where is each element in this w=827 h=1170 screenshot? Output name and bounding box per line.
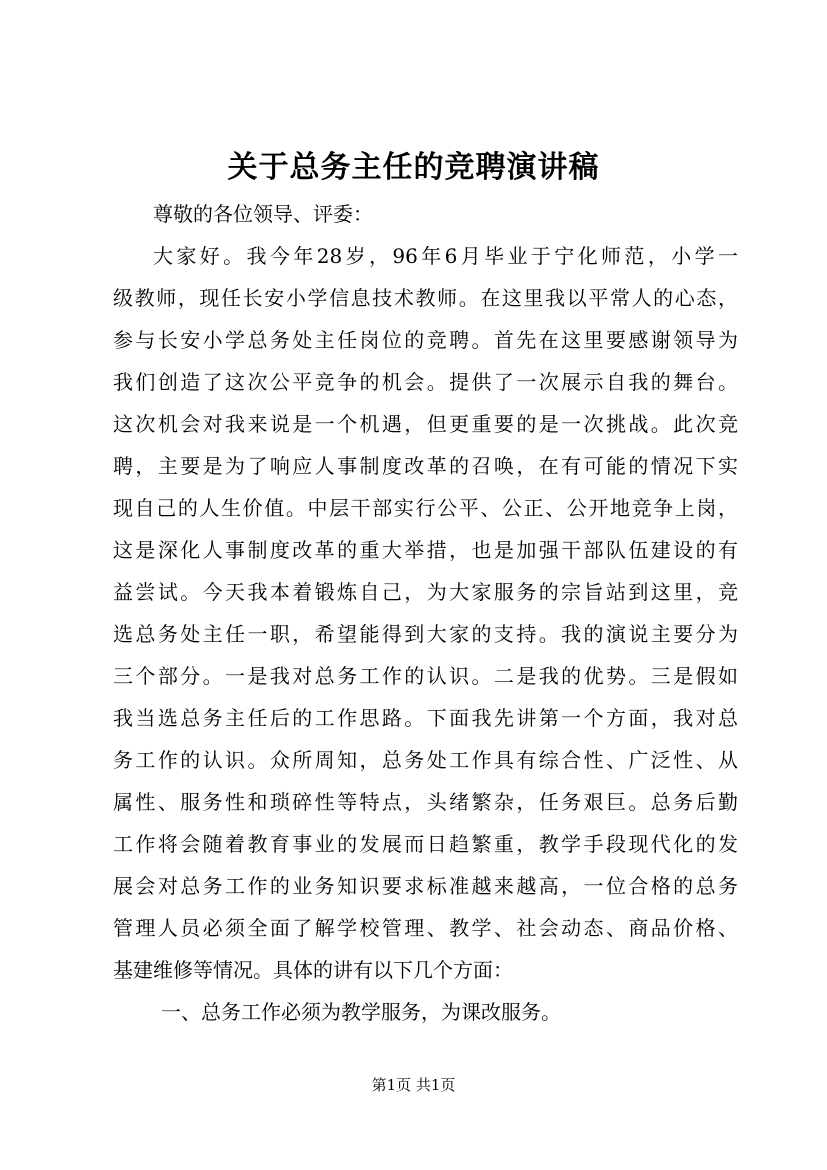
paragraph-line: 参与长安小学总务处主任岗位的竞聘。首先在这里要感谢领导为 <box>113 328 738 352</box>
paragraph-line: 务工作的认识。众所周知，总务处工作具有综合性、广泛性、从 <box>113 748 738 772</box>
page-number: 第1页 共1页 <box>371 1076 456 1094</box>
document-title: 关于总务主任的竞聘演讲稿 <box>227 150 600 185</box>
paragraph-line: 选总务处主任一职，希望能得到大家的支持。我的演说主要分为 <box>113 622 738 646</box>
paragraph-line: 管理人员必须全面了解学校管理、教学、社会动态、商品价格、 <box>113 916 738 940</box>
document-body <box>113 193 738 1033</box>
paragraph-line: 这次机会对我来说是一个机遇，但更重要的是一次挑战。此次竞 <box>113 412 738 436</box>
paragraph-line: 展会对总务工作的业务知识要求标准越来越高，一位合格的总务 <box>113 874 738 898</box>
salutation-line: 尊敬的各位领导、评委： <box>153 202 373 226</box>
section-heading: 一、总务工作必须为教学服务，为课改服务。 <box>161 1000 561 1024</box>
paragraph-line: 三个部分。一是我对总务工作的认识。二是我的优势。三是假如 <box>113 664 738 688</box>
paragraph-line: 属性、服务性和琐碎性等特点，头绪繁杂，任务艰巨。总务后勤 <box>113 790 738 814</box>
paragraph-line: 工作将会随着教育事业的发展而日趋繁重，教学手段现代化的发 <box>113 832 738 856</box>
paragraph-line: 基建维修等情况。具体的讲有以下几个方面： <box>113 958 513 982</box>
paragraph-line: 大家好。我今年28岁，96年6月毕业于宁化师范，小学一 <box>153 244 738 268</box>
paragraph-line: 级教师，现任长安小学信息技术教师。在这里我以平常人的心态， <box>113 286 738 310</box>
paragraph-line: 我当选总务主任后的工作思路。下面我先讲第一个方面，我对总 <box>113 706 738 730</box>
paragraph-line: 益尝试。今天我本着锻炼自己，为大家服务的宗旨站到这里，竞 <box>113 580 738 604</box>
paragraph-line: 我们创造了这次公平竞争的机会。提供了一次展示自我的舞台。 <box>113 370 738 394</box>
paragraph-line: 现自己的人生价值。中层干部实行公平、公正、公开地竞争上岗， <box>113 496 738 520</box>
paragraph-line: 聘，主要是为了响应人事制度改革的召唤，在有可能的情况下实 <box>113 454 738 478</box>
paragraph-line: 这是深化人事制度改革的重大举措，也是加强干部队伍建设的有 <box>113 538 738 562</box>
